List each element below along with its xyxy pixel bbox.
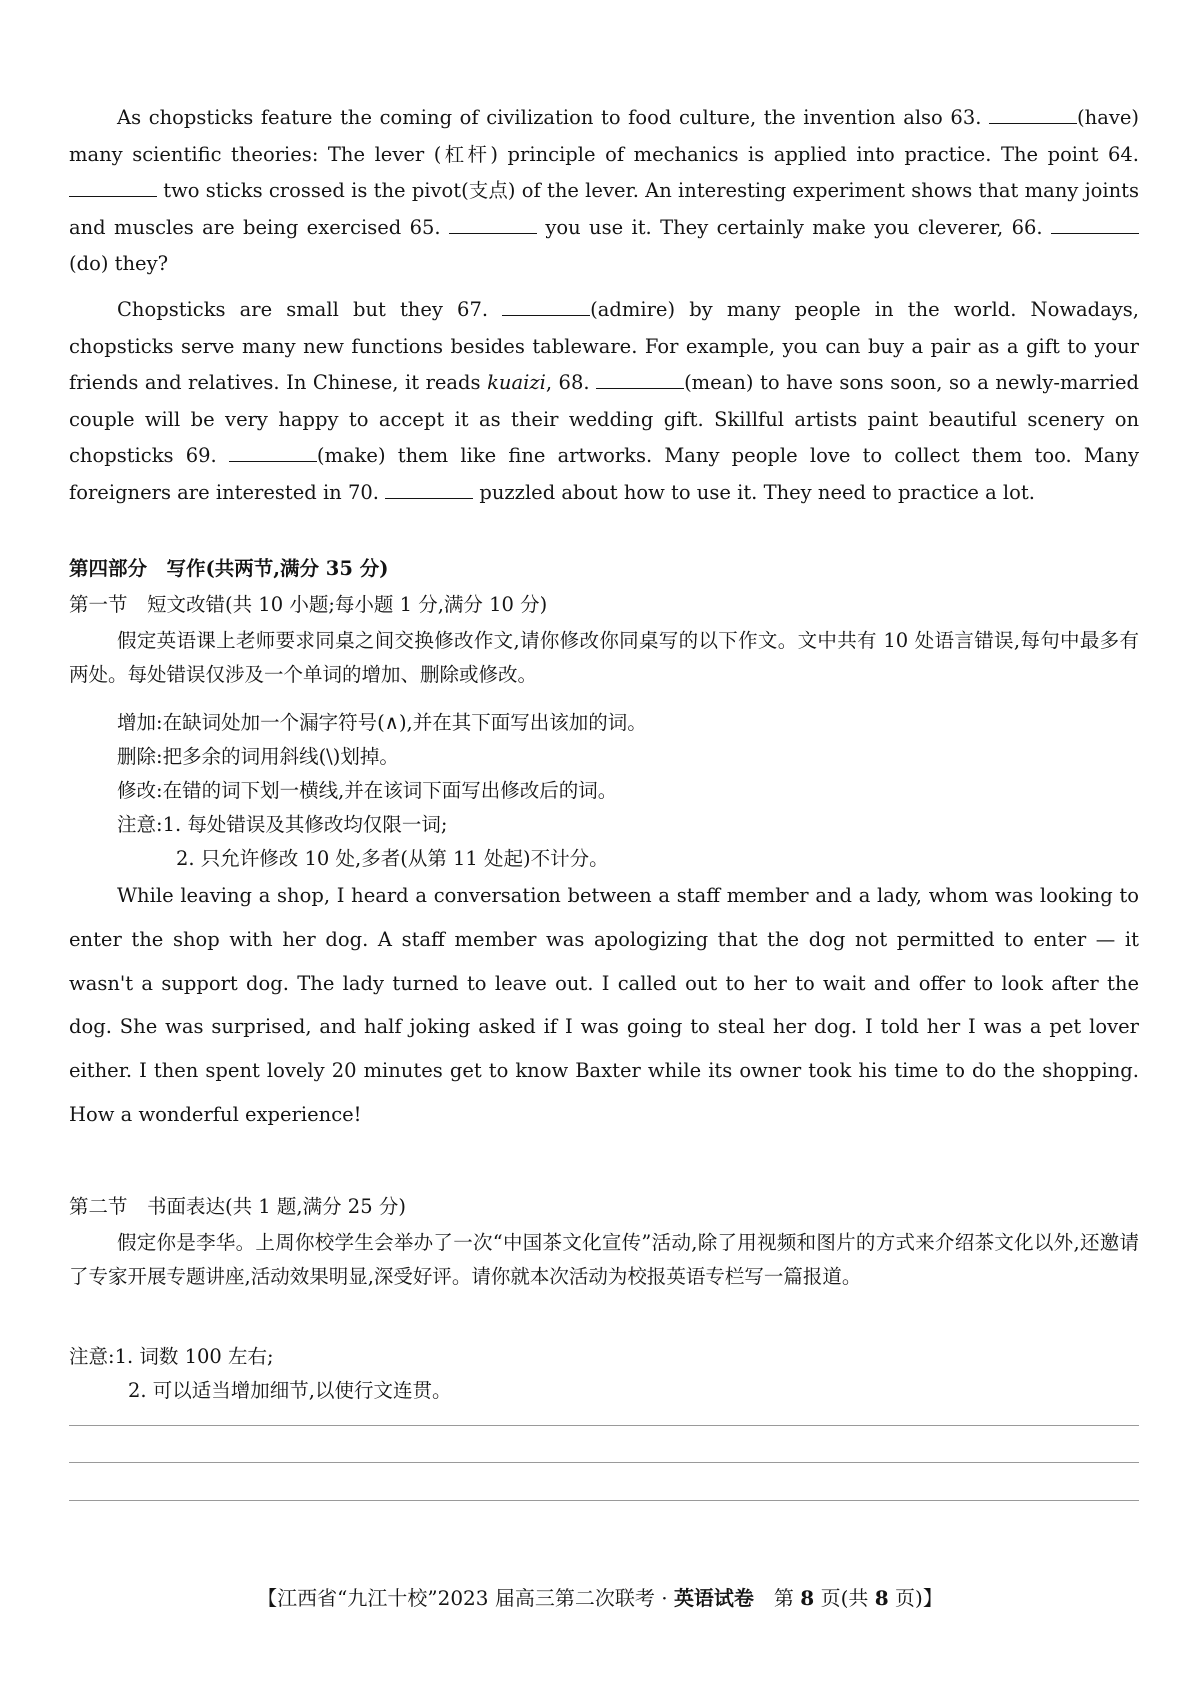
answer-blank-69[interactable] — [229, 460, 317, 462]
reading-text: two sticks crossed is the pivot(支点) of the lever. An interesting experiment shows that many joints and muscles are being exercised 65. — [69, 179, 1139, 239]
answer-blank-68[interactable] — [596, 387, 684, 389]
reading-paragraph-1 — [69, 100, 1139, 283]
answer-blank-65[interactable] — [449, 232, 537, 234]
note-1: 注意:1. 每处错误及其修改均仅限一词; — [117, 813, 448, 836]
answer-blank-64[interactable] — [69, 195, 157, 197]
footer-text: 第 — [753, 1586, 801, 1610]
answer-blank-66[interactable] — [1051, 232, 1139, 234]
footer-exam-name: 【江西省“九江十校”2023 届高三第二次联考 · — [257, 1586, 674, 1610]
reading-text: (do) they? — [69, 252, 169, 276]
answer-line[interactable] — [69, 1425, 1139, 1426]
correction-passage: While leaving a shop, I heard a conversation between a staff member and a lady, whom was looking to enter the shop with her dog. A staff member was apologizing that the dog not permitted to enter — it wasn't a support dog. The lady turned to leave out. I called out to her to wait and offer to look after the dog. She was surprised, and half joking asked if I was going to steal her dog. I told her I was a pet lover either. I then spent lovely 20 minutes get to know Baxter while its owner took his time to do the shopping. How a wonderful experience! — [69, 884, 1139, 1126]
footer-text: 页(共 — [814, 1586, 875, 1610]
part-heading: 第四部分 写作(共两节,满分 35 分) — [69, 557, 389, 580]
reading-text: (make) them like fine artworks. Many people love to collect them too. Many foreigners are interested in 70. — [69, 444, 1140, 504]
answer-blank-70[interactable] — [385, 497, 473, 499]
reading-text: (mean) to have sons soon, so a newly-married couple will be very happy to accept it as their wedding gift. Skillful artists paint beautiful scenery on chopsticks 69. — [69, 371, 1140, 468]
writing-note-1: 注意:1. 词数 100 左右; — [69, 1345, 274, 1368]
reading-text: (have) many scientific theories: The lever (杠杆) principle of mechanics is applied into practice. The point 64. — [69, 106, 1139, 166]
answer-line[interactable] — [69, 1500, 1139, 1501]
reading-text: As chopsticks feature the coming of civilization to food culture, the invention also 63. — [117, 106, 990, 129]
section-1-instruction: 假定英语课上老师要求同桌之间交换修改作文,请你修改你同桌写的以下作文。文中共有 10 处语言错误,每句中最多有两处。每处错误仅涉及一个单词的增加、删除或修改。 — [69, 629, 1139, 686]
answer-line[interactable] — [69, 1462, 1139, 1463]
rule-modify: 修改:在错的词下划一横线,并在该词下面写出修改后的词。 — [117, 779, 618, 802]
rule-add: 增加:在缺词处加一个漏字符号(∧),并在其下面写出该加的词。 — [117, 711, 647, 734]
writing-prompt: 假定你是李华。上周你校学生会举办了一次“中国茶文化宣传”活动,除了用视频和图片的方式来介绍茶文化以外,还邀请了专家开展专题讲座,活动效果明显,深受好评。请你就本次活动为校报英语专栏写一篇报道。 — [69, 1231, 1139, 1288]
reading-text: you use it. They certainly make you cleverer, 66. — [536, 215, 1051, 239]
reading-text: puzzled about how to use it. They need to practice a lot. — [473, 480, 1035, 504]
footer-page-number: 8 — [800, 1586, 815, 1610]
reading-text: (admire) by many people in the world. Nowadays, chopsticks serve many new functions besides tableware. For example, you can buy a pair as a gift to your friends and relatives. In Chinese, it reads — [69, 298, 1139, 395]
reading-text: , 68. — [545, 371, 597, 395]
footer-text: 页)】 — [888, 1586, 943, 1610]
answer-blank-63[interactable] — [989, 122, 1077, 124]
note-2: 2. 只允许修改 10 处,多者(从第 11 处起)不计分。 — [176, 847, 609, 870]
page-footer — [0, 1582, 1200, 1611]
reading-italic-word: kuaizi — [487, 371, 546, 395]
reading-text: Chopsticks are small but they 67. — [117, 298, 503, 321]
section-2-title: 第二节 书面表达(共 1 题,满分 25 分) — [69, 1195, 406, 1218]
reading-paragraph-2 — [69, 292, 1139, 512]
footer-total-pages: 8 — [874, 1586, 889, 1610]
footer-subject: 英语试卷 — [673, 1586, 754, 1610]
writing-note-2: 2. 可以适当增加细节,以使行文连贯。 — [128, 1379, 452, 1402]
section-1-title: 第一节 短文改错(共 10 小题;每小题 1 分,满分 10 分) — [69, 593, 548, 616]
rule-delete: 删除:把多余的词用斜线(\)划掉。 — [117, 745, 399, 768]
answer-blank-67[interactable] — [502, 314, 590, 316]
